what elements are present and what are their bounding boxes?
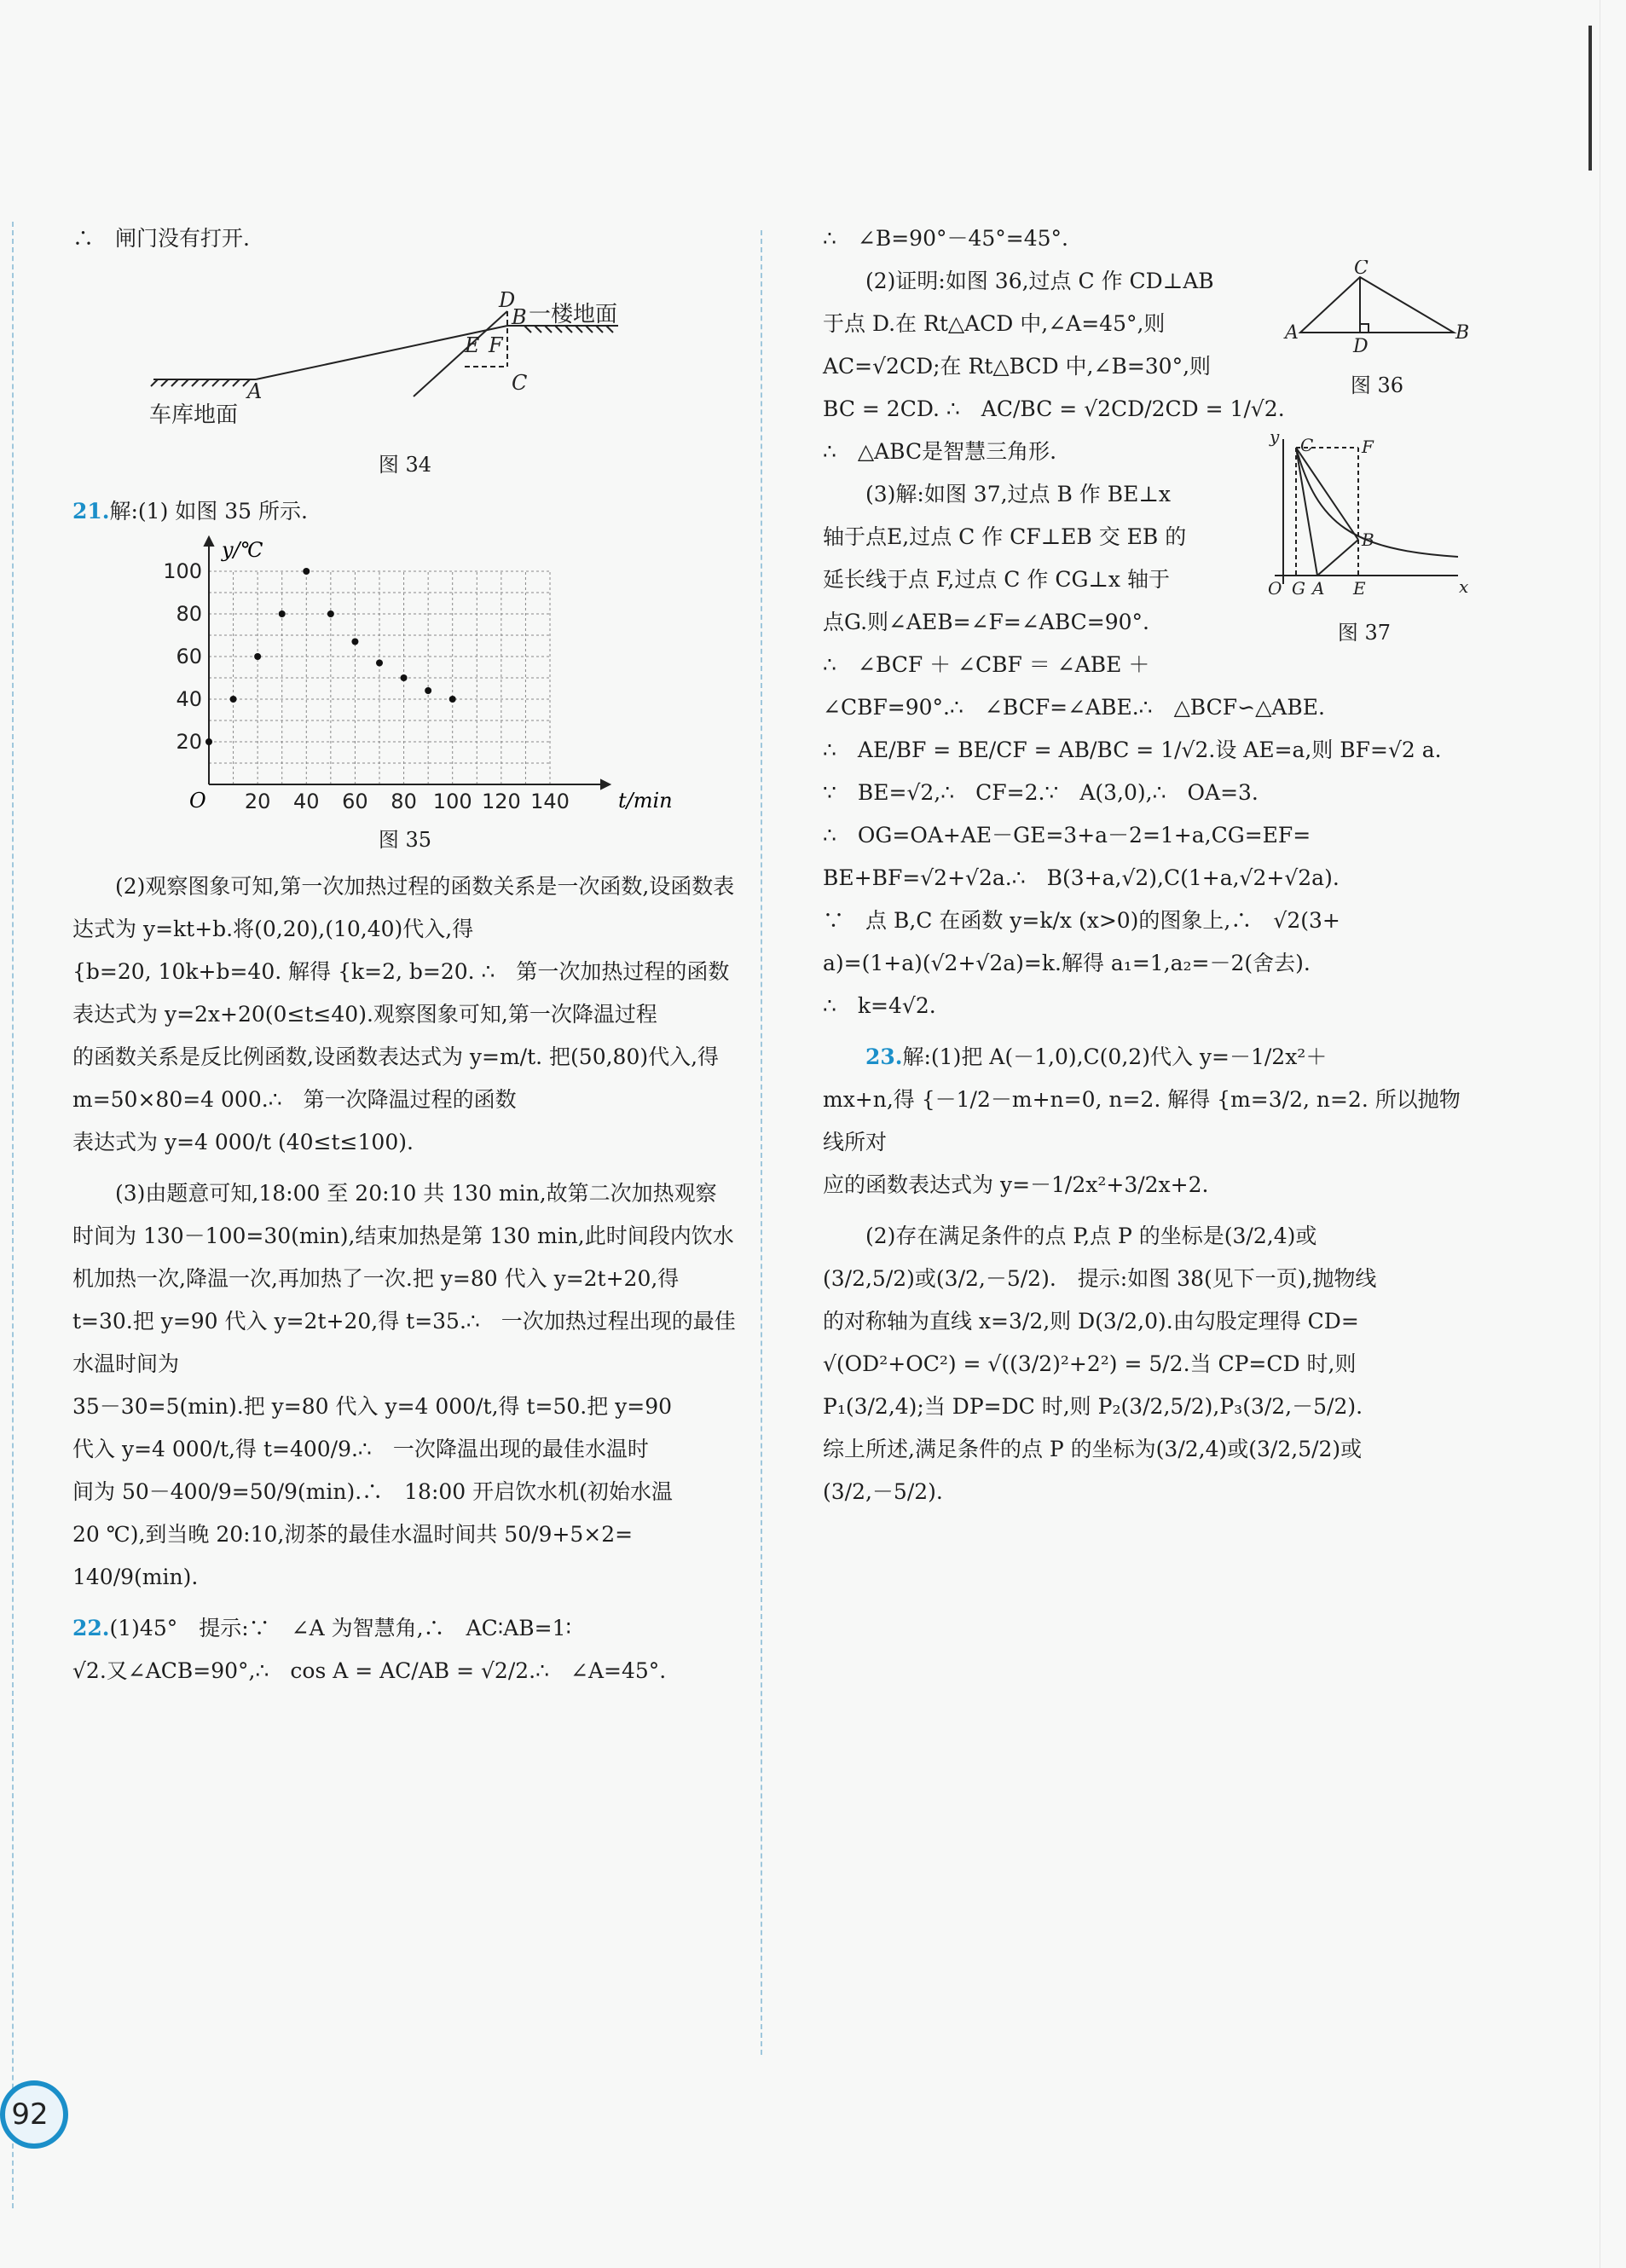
label-B: B xyxy=(1455,322,1470,344)
data-point xyxy=(303,568,310,575)
x-axis-arrow xyxy=(601,780,610,789)
q22-part2-line1: (2)证明:如图 36,过点 C 作 CD⊥AB xyxy=(865,269,1214,293)
label-B: B xyxy=(1362,529,1374,550)
label-x: x xyxy=(1459,576,1469,597)
x-tick-label: 60 xyxy=(342,790,368,813)
label-E: E xyxy=(1353,578,1366,599)
q21-part2-line1: (2)观察图象可知,第一次加热过程的函数关系是一次函数,设函数表达式为 y=kt+b.将(0,20),(10,40)代入,得 xyxy=(72,874,735,941)
q22-part3-line12: a)=(1+a)(√2+√2a)=k.解得 a₁=1,a₂=－2(舍去). xyxy=(823,951,1311,975)
x-tick-label: 100 xyxy=(432,790,472,813)
q23-part2-line6: 综上所述,满足条件的点 P 的坐标为(3/2,4)或(3/2,5/2)或 xyxy=(823,1437,1363,1461)
data-point xyxy=(425,687,431,694)
label-F: F xyxy=(1362,437,1374,457)
data-point xyxy=(449,696,456,703)
q23-line2: mx+n,得 {－1/2－m+n=0, n=2. 解得 {m=3/2, n=2. 所以抛物线所对 xyxy=(823,1087,1461,1154)
label-A: A xyxy=(247,379,263,403)
data-point xyxy=(376,660,383,667)
label-O: O xyxy=(1268,578,1282,599)
label-A: A xyxy=(1285,322,1299,344)
q23-part2-line4: √(OD²+OC²) = √((3/2)²+2²) = 5/2.当 CP=CD 时,则 xyxy=(823,1351,1357,1376)
angle-b-conclusion: ∴ ∠B=90°－45°=45°. xyxy=(823,226,1069,251)
figure-35-caption: 图 35 xyxy=(378,828,432,852)
q23-part2-line2: (3/2,5/2)或(3/2,－5/2). 提示:如图 38(见下一页),抛物线 xyxy=(823,1266,1377,1291)
x-tick-label: 20 xyxy=(244,790,271,813)
chart-origin-label: O xyxy=(189,789,206,813)
data-point xyxy=(401,674,408,681)
label-first-floor: 一楼地面 xyxy=(529,302,618,327)
q23-line1: 解:(1)把 A(－1,0),C(0,2)代入 y=－1/2x²＋ xyxy=(902,1044,1328,1069)
label-B: B xyxy=(512,305,527,329)
q21-part2-line2: {b=20, 10k+b=40. 解得 {k=2, b=20. ∴ 第一次加热过程的函数表达式为 y=2x+20(0≤t≤40).观察图象可知,第一次降温过程 xyxy=(72,959,730,1027)
hyperbola-curve xyxy=(1296,448,1458,557)
x-tick-label: 40 xyxy=(293,790,320,813)
q21-part2-line3: 的函数关系是反比例函数,设函数表达式为 y=m/t. 把(50,80)代入,得 m=50×80=4 000.∴ 第一次降温过程的函数 xyxy=(72,1044,720,1112)
figure-34 xyxy=(72,260,618,448)
label-C: C xyxy=(1300,435,1314,455)
data-point xyxy=(230,696,237,703)
q22-part3-line6: ∠CBF=90°.∴ ∠BCF=∠ABE.∴ △BCF∽△ABE. xyxy=(823,695,1325,720)
data-point xyxy=(351,639,358,645)
q21-part3-line6: 140/9(min). xyxy=(72,1565,199,1589)
label-C: C xyxy=(1354,260,1369,279)
q22-line2: √2.又∠ACB=90°,∴ cos A = AC/AB = √2/2.∴ ∠A=45°. xyxy=(72,1658,667,1683)
chart-y-axis-label: y/℃ xyxy=(222,538,263,562)
q22-part3-line11: ∵ 点 B,C 在函数 y=k/x (x>0)的图象上,∴ √2(3+ xyxy=(823,908,1340,933)
garage-hatch xyxy=(151,379,250,386)
y-tick-label: 80 xyxy=(176,602,202,626)
right-angle-mark xyxy=(1360,324,1369,333)
data-point xyxy=(254,653,261,660)
x-tick-label: 120 xyxy=(481,790,521,813)
label-D: D xyxy=(499,288,516,312)
label-garage-floor: 车库地面 xyxy=(149,402,239,428)
q22-part3-line9: ∴ OG=OA+AE－GE=3+a－2=1+a,CG=EF= xyxy=(823,823,1311,848)
q21-part3-line1: (3)由题意可知,18:00 至 20:10 共 130 min,故第二次加热观察时间为 130－100=30(min),结束加热是第 130 min,此时间段内饮水机加热一次,降温一次,再加热了一次.把 y=80 代入 y=2t+20,得 t=30.把 y=90 代入 y=2t+20,得 t=35.∴ 一次加热过程出现的最佳水温时间为 xyxy=(72,1181,736,1376)
label-G: G xyxy=(1292,578,1305,599)
chart-x-axis-label: t/min xyxy=(618,789,673,813)
q23-part2-line1: (2)存在满足条件的点 P,点 P 的坐标是(3/2,4)或 xyxy=(865,1224,1317,1248)
label-y: y xyxy=(1270,431,1280,447)
figure-35-chart xyxy=(141,533,686,823)
q21-part3-line2: 35－30=5(min).把 y=80 代入 y=4 000/t,得 t=50.把 y=90 xyxy=(72,1394,673,1419)
figure-37-caption: 图 37 xyxy=(1337,621,1392,645)
data-point xyxy=(205,738,212,745)
x-tick-label: 80 xyxy=(391,790,417,813)
figure-34-caption: 图 34 xyxy=(378,453,432,477)
smart-triangle-conclusion: ∴ △ABC是智慧三角形. xyxy=(823,439,1057,464)
q23-part2-line5: P₁(3/2,4);当 DP=DC 时,则 P₂(3/2,5/2),P₃(3/2,－5/2). xyxy=(823,1394,1363,1419)
q21-part2-line4: 表达式为 y=4 000/t (40≤t≤100). xyxy=(72,1130,414,1154)
y-tick-label: 60 xyxy=(176,645,202,668)
q21-part3-line5: 20 ℃),到当晚 20:10,沏茶的最佳水温时间共 50/9+5×2= xyxy=(72,1522,634,1547)
binding-mark xyxy=(1588,26,1592,171)
figure-36-caption: 图 36 xyxy=(1350,373,1404,397)
q23-part2-line3: 的对称轴为直线 x=3/2,则 D(3/2,0).由勾股定理得 CD= xyxy=(823,1309,1359,1334)
q21-part3-line3: 代入 y=4 000/t,得 t=400/9.∴ 一次降温出现的最佳水温时 xyxy=(72,1437,649,1461)
left-margin-rule xyxy=(12,222,14,2208)
q22-number: 22. xyxy=(72,1616,110,1640)
y-axis-arrow xyxy=(205,537,213,546)
right-column xyxy=(823,217,1471,1513)
y-tick-label: 20 xyxy=(176,730,202,754)
data-point xyxy=(327,610,334,617)
q21-title: 解:(1) 如图 35 所示. xyxy=(109,499,308,524)
q23-part2-line7: (3/2,－5/2). xyxy=(823,1479,943,1504)
page-number: 92 xyxy=(11,2097,49,2132)
page-number-badge xyxy=(0,2080,68,2149)
y-tick-label: 40 xyxy=(176,687,202,711)
label-C: C xyxy=(512,371,528,395)
triangle-abc xyxy=(1300,277,1454,333)
y-tick-label: 100 xyxy=(163,559,202,583)
q22-part3-line7: ∴ AE/BF = BE/CF = AB/BC = 1/√2.设 AE=a,则 BF=√2 a. xyxy=(823,738,1442,762)
label-F: F xyxy=(489,333,503,357)
left-column xyxy=(72,217,738,1692)
q22-part3-line5: ∴ ∠BCF ＋ ∠CBF ＝ ∠ABE ＋ xyxy=(823,652,1150,677)
label-A: A xyxy=(1312,578,1325,599)
q21-part3-line4: 间为 50－400/9=50/9(min).∴ 18:00 开启饮水机(初始水温 xyxy=(72,1479,673,1504)
line-cb xyxy=(1296,448,1358,540)
figure-36 xyxy=(1283,260,1471,354)
q22-part2-line3: AC=√2CD;在 Rt△BCD 中,∠B=30°,则 xyxy=(823,354,1212,379)
x-tick-label: 140 xyxy=(530,790,570,813)
label-D: D xyxy=(1353,336,1369,354)
figure-37 xyxy=(1258,431,1471,601)
gate-conclusion: ∴ 闸门没有打开. xyxy=(72,226,250,251)
q22-part2-line2: 于点 D.在 Rt△ACD 中,∠A=45°,则 xyxy=(823,311,1166,336)
q22-part3-line3: 延长线于点 F,过点 C 作 CG⊥x 轴于 xyxy=(823,567,1170,592)
q22-part3-line8: ∵ BE=√2,∴ CF=2.∵ A(3,0),∴ OA=3. xyxy=(823,780,1259,805)
q21-number: 21. xyxy=(72,499,110,524)
line-ab xyxy=(1317,540,1358,576)
data-point xyxy=(279,610,286,617)
q22-part3-line10: BE+BF=√2+√2a.∴ B(3+a,√2),C(1+a,√2+√2a). xyxy=(823,865,1340,890)
q22-part3-line13: ∴ k=4√2. xyxy=(823,993,936,1018)
q23-line3: 应的函数表达式为 y=－1/2x²+3/2x+2. xyxy=(823,1172,1209,1197)
q22-part2-line4: BC = 2CD. ∴ AC/BC = √2CD/2CD = 1/√2. xyxy=(823,396,1285,421)
q22-line1: (1)45° 提示:∵ ∠A 为智慧角,∴ AC∶AB=1∶ xyxy=(109,1616,572,1640)
q23-number: 23. xyxy=(865,1044,903,1069)
q22-part3-line1: (3)解:如图 37,过点 B 作 BE⊥x xyxy=(865,482,1171,506)
q22-part3-line2: 轴于点E,过点 C 作 CF⊥EB 交 EB 的 xyxy=(823,524,1187,549)
q22-part3-line4: 点G.则∠AEB=∠F=∠ABC=90°. xyxy=(823,610,1150,634)
label-E: E xyxy=(465,333,480,357)
column-divider xyxy=(761,230,762,2055)
line-ca xyxy=(1296,448,1317,576)
